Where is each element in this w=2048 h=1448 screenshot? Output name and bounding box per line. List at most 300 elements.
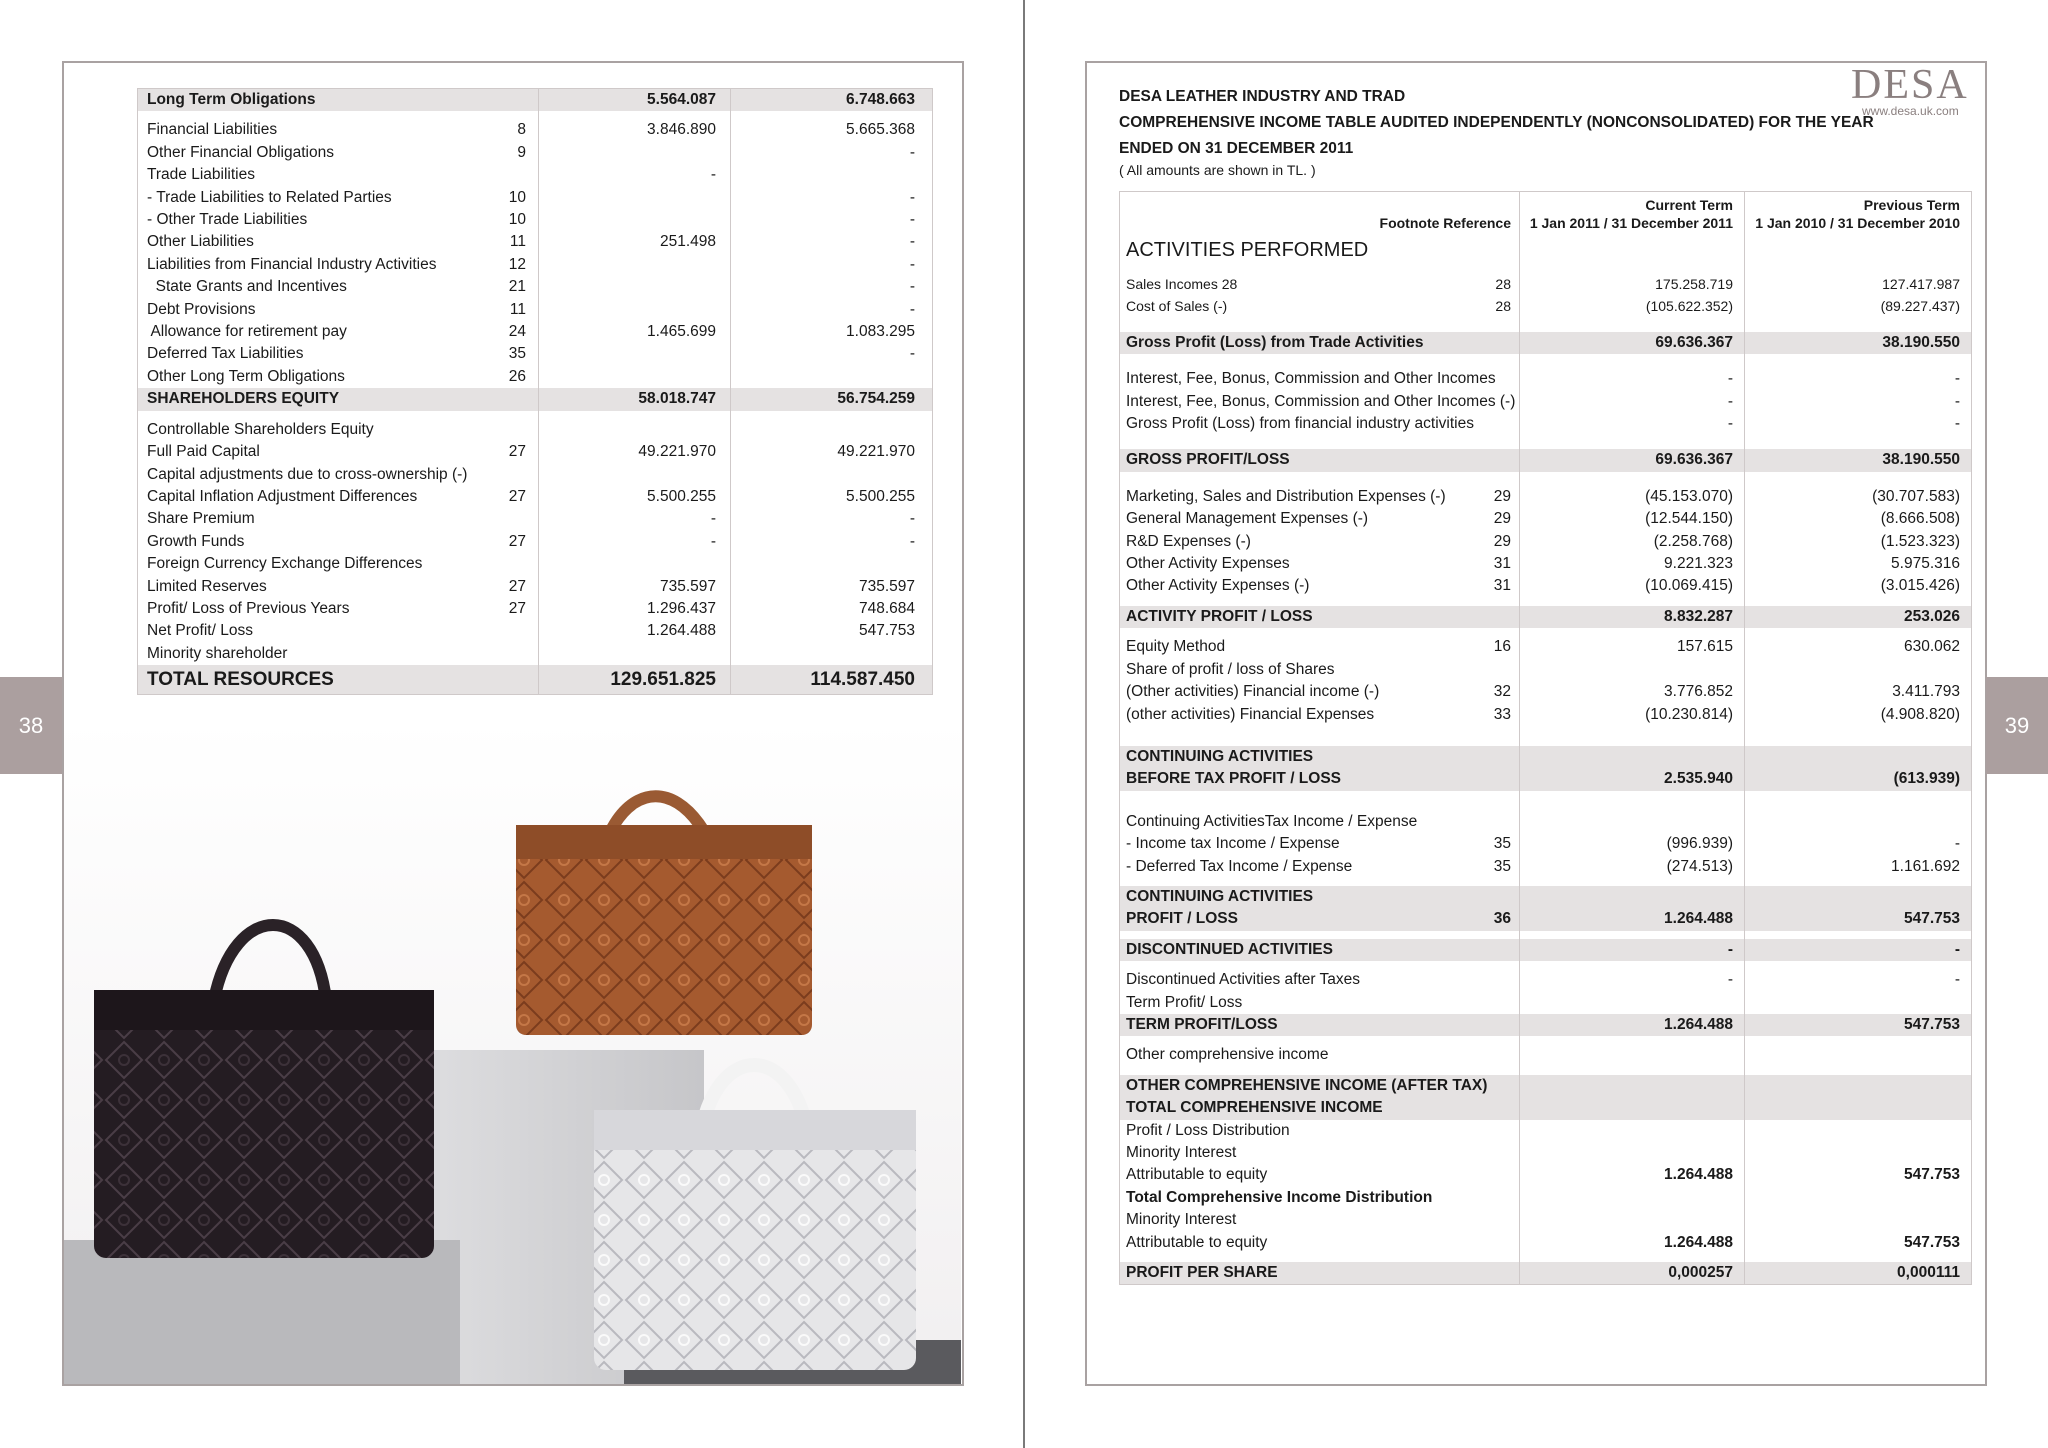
line-item-label: Share Premium <box>147 510 255 528</box>
previous-term-value: - <box>1954 415 1960 433</box>
current-term-value: 1.264.488 <box>1520 1232 1745 1254</box>
previous-term-value: 1.083.295 <box>846 323 915 341</box>
previous-term-value: (1.523.323) <box>1880 532 1960 550</box>
handbags-photo <box>64 720 961 1384</box>
line-item-cell <box>138 119 539 141</box>
line-item-label: Liabilities from Financial Industry Activities <box>147 255 437 273</box>
spacer-cell <box>1120 1036 1520 1044</box>
current-term-value: 69.636.367 <box>1520 332 1745 354</box>
current-term-value: 69.636.367 <box>1520 449 1745 471</box>
previous-term-value: 5.500.255 <box>846 487 915 505</box>
current-term-value <box>1520 1187 1745 1209</box>
line-item-cell <box>1120 1209 1520 1231</box>
line-item-label: Profit / Loss Distribution <box>1126 1121 1290 1139</box>
line-item-cell <box>1120 449 1520 471</box>
line-item-label: Minority Interest <box>1126 1144 1237 1161</box>
spacer-cell <box>1120 598 1520 606</box>
current-term-value <box>539 419 731 441</box>
spacer-cell <box>1520 1067 1745 1075</box>
spacer-cell <box>1120 1254 1520 1262</box>
spacer-cell <box>1745 265 1972 273</box>
current-term-value: 1.264.488 <box>1520 908 1745 930</box>
line-item-label: Allowance for retirement pay <box>147 323 347 341</box>
current-term-value: 5.564.087 <box>539 89 731 112</box>
line-item-label: TOTAL RESOURCES <box>147 669 334 691</box>
line-item-label: TOTAL COMPREHENSIVE INCOME <box>1126 1099 1383 1117</box>
spacer-cell <box>1520 435 1745 449</box>
book-spine <box>1023 0 1025 1448</box>
line-item-row <box>1120 391 1972 413</box>
line-item-cell <box>138 299 539 321</box>
current-term-value: (45.153.070) <box>1520 486 1745 508</box>
spacer-row <box>1120 435 1972 449</box>
line-item-label: General Management Expenses (-) <box>1126 510 1369 528</box>
line-item-row <box>138 142 933 164</box>
footnote-reference: 36 <box>1493 910 1511 928</box>
previous-term-value: (89.227.437) <box>1880 298 1960 315</box>
line-item-row <box>138 343 933 365</box>
previous-term-value: 5.665.368 <box>846 121 915 139</box>
line-item-label: Minority Interest <box>1126 1211 1237 1229</box>
line-item-row <box>1120 1044 1972 1066</box>
company-name: DESA LEATHER INDUSTRY AND TRAD <box>1119 88 1406 105</box>
line-item-row <box>138 643 933 665</box>
line-item-cell <box>1120 235 1520 265</box>
current-term-value: 1.296.437 <box>539 598 731 620</box>
spacer-cell <box>539 111 731 119</box>
line-item-row <box>1120 553 1972 575</box>
line-item-row <box>1120 295 1972 317</box>
spacer-cell <box>1745 878 1972 886</box>
line-item-cell <box>138 620 539 642</box>
line-item-row <box>138 508 933 530</box>
line-item-cell <box>138 187 539 209</box>
spacer-cell <box>1745 791 1972 811</box>
footnote-reference: 9 <box>517 143 526 161</box>
line-item-cell <box>138 441 539 463</box>
line-item-row <box>138 486 933 508</box>
line-item-cell <box>138 464 539 486</box>
line-item-label: ACTIVITIES PERFORMED <box>1126 239 1369 261</box>
line-item-row <box>138 119 933 141</box>
footnote-reference: 31 <box>1493 577 1511 595</box>
line-item-cell <box>138 553 539 575</box>
previous-term-value: (613.939) <box>1745 768 1972 790</box>
previous-term-value: 630.062 <box>1903 638 1960 656</box>
current-term-value: (996.939) <box>1520 833 1745 855</box>
line-item-cell <box>1120 1187 1520 1209</box>
report-heading <box>1119 84 1874 162</box>
spacer-cell <box>1520 318 1745 332</box>
previous-term-value <box>731 643 933 665</box>
current-term-value <box>1520 746 1745 768</box>
section-total-row <box>1120 1014 1972 1036</box>
previous-term-value <box>1745 1142 1972 1164</box>
line-item-row <box>138 464 933 486</box>
previous-term-value: - <box>909 532 915 550</box>
current-term-value: 175.258.719 <box>1520 273 1745 295</box>
line-item-cell <box>138 665 539 695</box>
previous-term-value <box>1745 746 1972 768</box>
spacer-cell <box>1520 598 1745 606</box>
spacer-cell <box>1745 354 1972 368</box>
previous-term-value: 547.753 <box>1745 908 1972 930</box>
line-item-cell <box>138 343 539 365</box>
current-term-value: 9.221.323 <box>1520 553 1745 575</box>
spacer-row <box>1120 1254 1972 1262</box>
spacer-cell <box>1120 726 1520 746</box>
line-item-cell <box>138 321 539 343</box>
line-item-cell <box>1120 886 1520 908</box>
line-item-cell <box>138 576 539 598</box>
spacer-row <box>1120 628 1972 636</box>
previous-term-value: 0,000111 <box>1745 1262 1972 1285</box>
line-item-label: Capital Inflation Adjustment Differences <box>147 487 418 505</box>
line-item-row <box>1120 636 1972 658</box>
previous-term-value: 38.190.550 <box>1745 332 1972 354</box>
previous-term-value <box>1745 1075 1972 1097</box>
previous-term-value: - <box>909 278 915 296</box>
current-term-value: - <box>539 164 731 186</box>
current-term-value <box>1520 659 1745 681</box>
line-item-label: Attributable to equity <box>1126 1166 1268 1184</box>
current-term-value: (10.230.814) <box>1520 704 1745 726</box>
current-term-value: 3.846.890 <box>539 119 731 141</box>
line-item-label: CONTINUING ACTIVITIES <box>1126 747 1314 765</box>
previous-term-value <box>731 464 933 486</box>
line-item-cell <box>138 598 539 620</box>
previous-term-value: - <box>909 255 915 273</box>
line-item-label: Discontinued Activities after Taxes <box>1126 971 1361 989</box>
line-item-cell <box>1120 681 1520 703</box>
spacer-cell <box>1520 628 1745 636</box>
footnote-reference: 29 <box>1493 532 1511 550</box>
current-term-value: (12.544.150) <box>1520 508 1745 530</box>
current-term-value: 8.832.287 <box>1520 606 1745 628</box>
current-term-value: 5.500.255 <box>539 486 731 508</box>
line-item-cell <box>138 89 539 112</box>
previous-term-value: (4.908.820) <box>1880 705 1960 723</box>
current-term-value <box>539 343 731 365</box>
current-term-value <box>539 142 731 164</box>
current-term-value: 1.264.488 <box>539 620 731 642</box>
column-headers <box>1120 192 1972 236</box>
spacer-cell <box>138 411 539 419</box>
previous-term-value <box>1745 1209 1972 1231</box>
line-item-label: (Other activities) Financial income (-) <box>1126 683 1380 701</box>
line-item-label: - Income tax Income / Expense <box>1126 835 1340 853</box>
footnote-reference: 27 <box>508 577 526 595</box>
line-item-cell <box>1120 969 1520 991</box>
previous-term-value <box>731 553 933 575</box>
spacer-cell <box>1745 726 1972 746</box>
previous-term-value <box>1745 992 1972 1014</box>
spacer-row <box>1120 878 1972 886</box>
line-item-label: Deferred Tax Liabilities <box>147 345 304 363</box>
line-item-cell <box>1120 575 1520 597</box>
current-term-value <box>1520 811 1745 833</box>
current-term-value: - <box>1520 969 1745 991</box>
spacer-cell <box>1520 791 1745 811</box>
current-term-value <box>539 553 731 575</box>
footnote-reference: 26 <box>508 367 526 385</box>
previous-term-value: - <box>909 233 915 251</box>
section-total-row <box>1120 908 1972 930</box>
current-term-value: 157.615 <box>1520 636 1745 658</box>
line-item-cell <box>1120 768 1520 790</box>
spacer-cell <box>1745 435 1972 449</box>
report-title-line1: COMPREHENSIVE INCOME TABLE AUDITED INDEPENDENTLY (NONCONSOLIDATED) FOR THE YEAR <box>1119 114 1874 131</box>
line-item-cell <box>1120 1075 1520 1097</box>
line-item-label: Growth Funds <box>147 532 245 550</box>
line-item-cell <box>1120 391 1520 413</box>
current-term-value <box>1520 1097 1745 1119</box>
previous-term-value: 748.684 <box>858 599 915 617</box>
previous-term-value <box>731 366 933 388</box>
previous-term-value: 127.417.987 <box>1882 276 1960 292</box>
previous-term-value <box>731 419 933 441</box>
line-item-label: Financial Liabilities <box>147 121 278 139</box>
line-item-label: Trade Liabilities <box>147 166 255 184</box>
line-item-label: Equity Method <box>1126 638 1226 656</box>
footnote-reference: 31 <box>1493 555 1511 573</box>
line-item-row <box>138 576 933 598</box>
spacer-cell <box>1120 628 1520 636</box>
previous-term-value: 114.587.450 <box>731 665 933 695</box>
current-term-value: (274.513) <box>1520 856 1745 878</box>
spacer-row <box>138 411 933 419</box>
footnote-reference: 27 <box>508 487 526 505</box>
line-item-row <box>138 366 933 388</box>
current-term-value: 129.651.825 <box>539 665 731 695</box>
line-item-label: - Deferred Tax Income / Expense <box>1126 857 1353 875</box>
line-item-cell <box>1120 811 1520 833</box>
footnote-reference: 11 <box>509 233 526 251</box>
line-item-label: Gross Profit (Loss) from Trade Activities <box>1126 333 1424 351</box>
spacer-row <box>1120 354 1972 368</box>
current-term-value: 49.221.970 <box>539 441 731 463</box>
previous-term-value: (3.015.426) <box>1880 577 1960 595</box>
spacer-cell <box>1745 472 1972 486</box>
section-total-row <box>138 388 933 410</box>
line-item-label: Marketing, Sales and Distribution Expenses (-) <box>1126 487 1446 505</box>
section-total-row <box>1120 1262 1972 1285</box>
line-item-cell <box>1120 1120 1520 1142</box>
line-item-label: - Other Trade Liabilities <box>147 211 308 229</box>
line-item-label: Profit/ Loss of Previous Years <box>147 599 350 617</box>
line-item-cell <box>1120 553 1520 575</box>
current-term-header: Current Term 1 Jan 2011 / 31 December 2011 <box>1520 192 1745 236</box>
current-term-value <box>539 254 731 276</box>
current-term-value: - <box>539 531 731 553</box>
line-item-label: SHAREHOLDERS EQUITY <box>147 390 340 408</box>
section-total-row <box>138 665 933 695</box>
line-item-row <box>138 553 933 575</box>
spacer-row <box>138 111 933 119</box>
current-term-value: - <box>1520 939 1745 961</box>
line-item-row <box>138 231 933 253</box>
footnote-reference: 32 <box>1493 683 1511 701</box>
line-item-row <box>1120 1232 1972 1254</box>
line-item-cell <box>1120 939 1520 961</box>
spacer-cell <box>1745 1036 1972 1044</box>
previous-term-value: 3.411.793 <box>1892 683 1960 701</box>
line-item-row <box>138 187 933 209</box>
line-item-row <box>1120 1209 1972 1231</box>
spacer-cell <box>1520 961 1745 969</box>
footnote-reference: 27 <box>508 443 526 461</box>
current-term-value <box>1520 1044 1745 1066</box>
line-item-label: Debt Provisions <box>147 300 256 318</box>
previous-term-value: - <box>909 143 915 161</box>
previous-term-value <box>1745 1120 1972 1142</box>
line-item-label: Share of profit / loss of Shares <box>1126 660 1335 678</box>
line-item-row <box>138 254 933 276</box>
footnote-reference: 35 <box>1493 835 1511 853</box>
left-page-number: 38 <box>0 677 62 774</box>
section-total-row <box>1120 939 1972 961</box>
section-total-row <box>1120 606 1972 628</box>
line-item-cell <box>138 164 539 186</box>
spacer-cell <box>1745 598 1972 606</box>
line-item-cell <box>1120 659 1520 681</box>
line-item-cell <box>138 388 539 410</box>
previous-term-value: - <box>1745 939 1972 961</box>
previous-term-value: - <box>1954 971 1960 989</box>
line-item-label: GROSS PROFIT/LOSS <box>1126 451 1290 469</box>
spacer-cell <box>1745 318 1972 332</box>
current-term-value: 735.597 <box>539 576 731 598</box>
current-term-value <box>1520 992 1745 1014</box>
current-term-value: 1.264.488 <box>1520 1164 1745 1186</box>
line-item-label: PROFIT PER SHARE <box>1126 1264 1278 1282</box>
current-term-value: 1.465.699 <box>539 321 731 343</box>
footnote-reference: 16 <box>1493 638 1511 656</box>
right-page-number: 39 <box>1986 677 2048 774</box>
line-item-cell <box>1120 833 1520 855</box>
line-item-cell <box>1120 486 1520 508</box>
spacer-row <box>1120 1067 1972 1075</box>
line-item-row <box>138 164 933 186</box>
spacer-row <box>1120 318 1972 332</box>
current-term-value <box>539 643 731 665</box>
footnote-reference: 11 <box>509 300 526 318</box>
section-total-row <box>1120 449 1972 471</box>
footnote-reference: 29 <box>1493 510 1511 528</box>
current-term-value <box>539 187 731 209</box>
line-item-cell <box>1120 606 1520 628</box>
current-term-value: - <box>1520 368 1745 390</box>
line-item-cell <box>1120 1142 1520 1164</box>
line-item-label: Term Profit/ Loss <box>1126 993 1243 1011</box>
line-item-cell <box>1120 508 1520 530</box>
line-item-row <box>1120 508 1972 530</box>
current-term-value: 1.264.488 <box>1520 1014 1745 1036</box>
previous-term-header: Previous Term 1 Jan 2010 / 31 December 2010 <box>1745 192 1972 236</box>
balance-sheet-liabilities-table <box>137 88 933 695</box>
previous-term-value: 547.753 <box>1903 1166 1960 1184</box>
line-item-label: Foreign Currency Exchange Differences <box>147 555 423 573</box>
spacer-cell <box>1745 1067 1972 1075</box>
current-term-value: 251.498 <box>539 231 731 253</box>
line-item-cell <box>138 531 539 553</box>
current-term-value: - <box>539 508 731 530</box>
footnote-reference: 27 <box>508 599 526 617</box>
line-item-label: Long Term Obligations <box>147 91 316 108</box>
line-item-row <box>138 441 933 463</box>
spacer-cell <box>1120 931 1520 939</box>
previous-term-value: - <box>909 188 915 206</box>
spacer-cell <box>1520 265 1745 273</box>
line-item-row <box>1120 1164 1972 1186</box>
line-item-cell <box>1120 413 1520 435</box>
spacer-cell <box>1520 1254 1745 1262</box>
previous-term-value: 6.748.663 <box>731 89 933 112</box>
spacer-cell <box>731 111 933 119</box>
line-item-row <box>138 209 933 231</box>
line-item-label: Other Liabilities <box>147 233 254 251</box>
line-item-cell <box>1120 746 1520 768</box>
spacer-cell <box>1120 878 1520 886</box>
line-item-row <box>1120 704 1972 726</box>
line-item-cell <box>1120 704 1520 726</box>
previous-term-value <box>1745 659 1972 681</box>
previous-term-value <box>731 164 933 186</box>
section-total-row <box>1120 768 1972 790</box>
line-item-label: (other activities) Financial Expenses <box>1126 705 1375 723</box>
desa-logo: DESA <box>1851 62 1969 108</box>
spacer-cell <box>138 111 539 119</box>
section-total-row <box>1120 746 1972 768</box>
footnote-reference: 10 <box>508 188 526 206</box>
previous-term-value: - <box>909 300 915 318</box>
line-item-label: Full Paid Capital <box>147 443 260 461</box>
line-item-row <box>1120 811 1972 833</box>
spacer-cell <box>1120 318 1520 332</box>
spacer-cell <box>1120 1067 1520 1075</box>
spacer-row <box>1120 1036 1972 1044</box>
current-term-value: - <box>1520 413 1745 435</box>
spacer-row <box>1120 265 1972 273</box>
line-item-cell <box>1120 1262 1520 1285</box>
line-item-label: Other Long Term Obligations <box>147 367 345 385</box>
current-term-value <box>539 209 731 231</box>
footnote-reference: 12 <box>508 255 526 273</box>
line-item-row <box>1120 681 1972 703</box>
line-item-label: Sales Incomes 28 <box>1126 276 1238 292</box>
current-term-value: (2.258.768) <box>1520 531 1745 553</box>
line-item-cell <box>138 209 539 231</box>
line-item-label: Controllable Shareholders Equity <box>147 420 374 438</box>
spacer-cell <box>1745 628 1972 636</box>
logo-url: www.desa.uk.com <box>1862 104 1959 118</box>
previous-term-value: 735.597 <box>858 577 915 595</box>
current-term-value: - <box>1520 391 1745 413</box>
spacer-row <box>1120 931 1972 939</box>
footnote-reference: 27 <box>508 532 526 550</box>
line-item-cell <box>138 231 539 253</box>
line-item-cell <box>1120 368 1520 390</box>
current-term-value <box>539 276 731 298</box>
line-item-row <box>138 299 933 321</box>
current-term-value <box>1520 1075 1745 1097</box>
report-title-line2: ENDED ON 31 DECEMBER 2011 <box>1119 140 1354 157</box>
footnote-reference: 28 <box>1495 276 1511 292</box>
line-item-row <box>138 620 933 642</box>
spacer-cell <box>539 411 731 419</box>
spacer-cell <box>1520 472 1745 486</box>
previous-term-value: - <box>909 211 915 229</box>
